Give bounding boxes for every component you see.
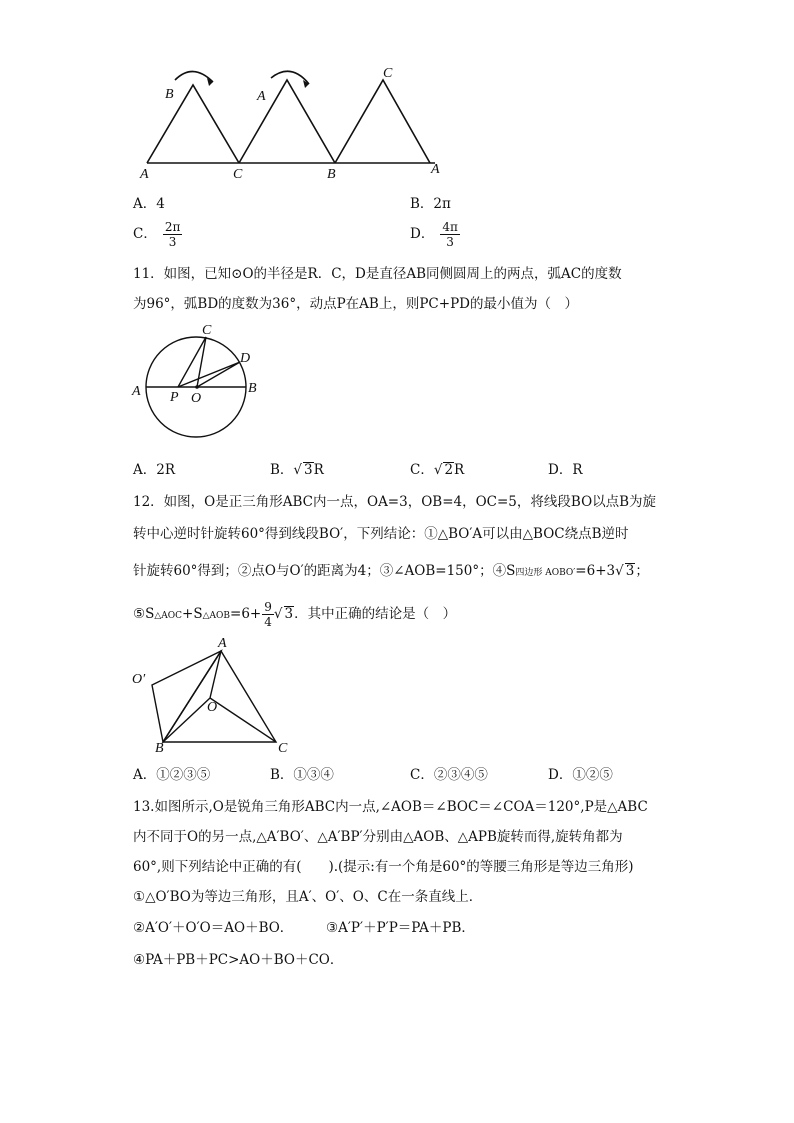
q10-figure [125, 60, 455, 185]
q13-line-2: 内不同于O的另一点,△A′BO′、△A′BP′分别由△AOB、△APB旋转而得,旋转角都为 [133, 829, 623, 845]
q12-option-c[interactable]: C．②③④⑤ [410, 767, 488, 783]
q12-label-o: O [207, 700, 218, 715]
q12-label-b: B [155, 741, 164, 755]
q12-option-d[interactable]: D．①②⑤ [548, 767, 613, 783]
q10-option-b[interactable]: B．2π [410, 196, 451, 212]
q13-line-5b: ③A′P′＋P′P＝PA＋PB． [326, 920, 475, 936]
q11-label-c: C [202, 323, 212, 338]
q12-line-4: ⑤S△AOC+S△AOB=6+ $\frac{9}{4}$ √ 3．其中正确的结论是（ ） [133, 600, 457, 629]
q10-label-c2: C [233, 167, 243, 182]
q10-option-c-fraction: $\frac{2\pi}{3}$ [164, 220, 181, 249]
q11-label-p: P [170, 390, 179, 405]
q12-label-a: A [218, 636, 227, 651]
q10-label-a3: A [431, 162, 440, 177]
q10-label-c1: C [383, 66, 393, 81]
q11-figure [128, 320, 268, 445]
q12-label-o-prime: O′ [132, 672, 146, 687]
q10-label-a1: A [257, 89, 266, 104]
q11-option-b[interactable]: B．√ 3R [270, 462, 324, 478]
q12-option-b[interactable]: B．①③④ [270, 767, 334, 783]
q12-line-1: 12．如图，O是正三角形ABC内一点，OA=3，OB=4，OC=5，将线段BO以点B为旋 [133, 494, 657, 510]
q11-line-2: 为96°，弧BD的度数为36°，动点P在AB上，则PC+PD的最小值为（ ） [133, 296, 578, 312]
q10-option-d[interactable] [410, 220, 460, 249]
q12-option-a[interactable]: A．①②③⑤ [133, 767, 211, 783]
q13-line-4: ①△O′BO为等边三角形，且A′、O′、O、C在一条直线上． [133, 889, 483, 905]
q10-option-a[interactable]: A．4 [133, 196, 165, 212]
q12-line-2: 转中心逆时针旋转60°得到线段BO′，下列结论：①△BO′A可以由△BOC绕点B逆时 [133, 526, 629, 542]
q13-line-6: ④PA＋PB＋PC>AO＋BO＋CO． [133, 952, 344, 968]
q10-option-c-prefix: C． [133, 226, 157, 242]
q12-label-c: C [278, 741, 288, 755]
q10-label-a2: A [140, 167, 149, 182]
q10-option-d-prefix: D． [410, 226, 435, 242]
q13-line-5a: ②A′O′＋O′O＝AO＋BO． [133, 920, 294, 936]
q10-option-c[interactable] [133, 220, 182, 249]
q13-line-1: 13.如图所示,O是锐角三角形ABC内一点,∠AOB＝∠BOC＝∠COA＝120°,P是△ABC [133, 799, 648, 815]
q10-option-d-fraction: $\frac{4\pi}{3}$ [442, 220, 458, 249]
q10-label-b2: B [327, 167, 336, 182]
q12-line-3: 针旋转60°得到；②点O与O′的距离为4；③∠AOB=150°；④S四边形 AOBO′=6+3√ 3； [133, 563, 649, 579]
q13-line-3: 60°,则下列结论中正确的有( ).(提示:有一个角是60°的等腰三角形是等边三角形) [133, 859, 634, 875]
q11-option-d[interactable]: D．R [548, 462, 583, 478]
q11-line-1: 11．如图，已知⊙O的半径是R．C，D是直径AB同侧圆周上的两点，弧AC的度数 [133, 266, 622, 282]
q11-label-o: O [191, 391, 202, 406]
q11-option-c[interactable]: C．√ 2R [410, 462, 465, 478]
q10-label-b1: B [165, 87, 174, 102]
q11-label-b: B [248, 381, 257, 396]
q11-option-a[interactable]: A．2R [133, 462, 176, 478]
q12-figure [128, 635, 298, 755]
q11-label-a: A [132, 384, 141, 399]
q11-label-d: D [240, 351, 251, 366]
